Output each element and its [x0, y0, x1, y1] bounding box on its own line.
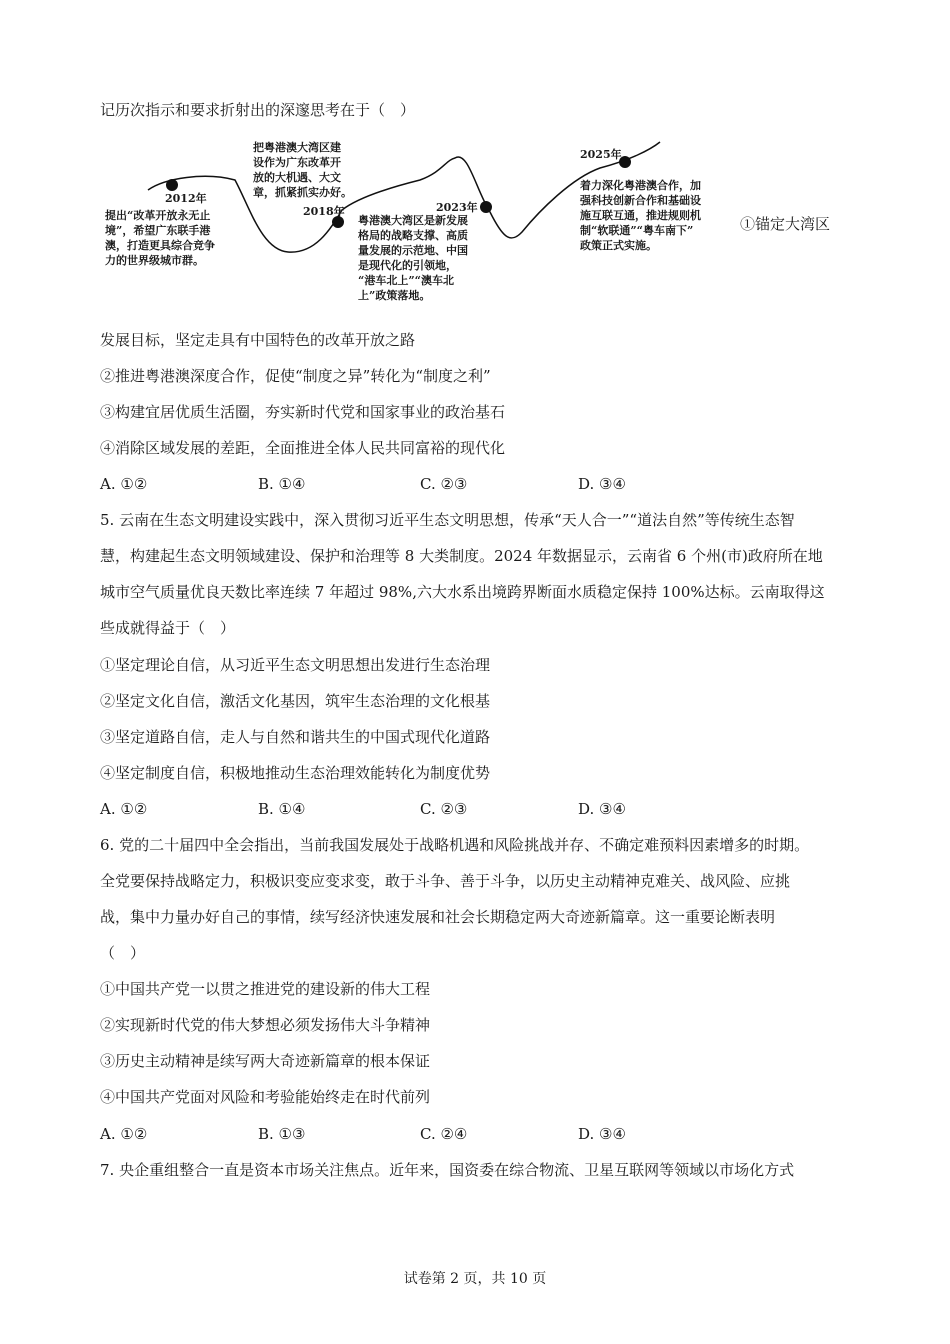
q6-choice-d[interactable]: D. ③④	[578, 1125, 626, 1143]
text-2018-line: 把粤港澳大湾区建	[253, 141, 341, 154]
text-2023	[358, 213, 468, 303]
q5-stem-line: 5. 云南在生态文明建设实践中，深入贯彻习近平生态文明思想，传承“天人合一”“道法自然”等传统生态智	[100, 511, 795, 529]
timeline-curve	[0, 0, 950, 320]
q4-option-3: ③构建宜居优质生活圈，夯实新时代党和国家事业的政治基石	[100, 403, 506, 421]
q6-option-3: ③历史主动精神是续写两大奇迹新篇章的根本保证	[100, 1052, 431, 1070]
q5-stem-line: 些成就得益于（ ）	[100, 619, 236, 637]
q4-option-4: ④消除区域发展的差距，全面推进全体人民共同富裕的现代化	[100, 439, 506, 457]
q6-option-4: ④中国共产党面对风险和考验能始终走在时代前列	[100, 1088, 431, 1106]
text-2025-line: 强科技创新合作和基础设	[580, 194, 701, 207]
q6-stem-line: 全党要保持战略定力，积极识变应变求变，敢于斗争、善于斗争，以历史主动精神克难关、战风险、应挑	[100, 872, 791, 890]
text-2025	[580, 178, 701, 253]
text-2012-line: 澳，打造更具综合竞争	[105, 239, 215, 252]
year-2025: 2025年	[580, 148, 622, 161]
q6-choice-a[interactable]: A. ①②	[100, 1125, 148, 1143]
q6-stem-line: 6. 党的二十届四中全会指出，当前我国发展处于战略机遇和风险挑战并存、不确定难预料因素增多的时期。	[100, 836, 810, 854]
text-2012-line: 提出“改革开放永无止	[105, 209, 211, 222]
page-footer: 试卷第 2 页，共 10 页	[403, 1271, 547, 1287]
year-2012: 2012年	[165, 192, 207, 205]
text-2023-line: “港车北上”“澳车北	[358, 274, 454, 287]
q6-choice-c[interactable]: C. ②④	[420, 1125, 468, 1143]
q4-choice-c[interactable]: C. ②③	[420, 475, 468, 493]
q4-option-1-cont: 发展目标，坚定走具有中国特色的改革开放之路	[100, 331, 416, 349]
q6-option-2: ②实现新时代党的伟大梦想必须发扬伟大斗争精神	[100, 1016, 431, 1034]
q4-choice-d[interactable]: D. ③④	[578, 475, 626, 493]
q4-choice-b[interactable]: B. ①④	[258, 475, 306, 493]
q5-stem-line: 城市空气质量优良天数比率连续 7 年超过 98%,六大水系出境跨界断面水质稳定保持 100%达标。云南取得这	[100, 583, 825, 601]
text-2023-line: 粤港澳大湾区是新发展	[358, 214, 468, 227]
text-2012-line: 力的世界级城市群。	[105, 254, 204, 267]
q6-stem-line: 战，集中力量办好自己的事情，续写经济快速发展和社会长期稳定两大奇迹新篇章。这一重要论断表明	[100, 908, 776, 926]
text-2018-line: 章，抓紧抓实办好。	[253, 186, 352, 199]
year-2018: 2018年	[303, 205, 345, 218]
text-2012	[105, 208, 215, 268]
text-2023-line: 量发展的示范地、中国	[358, 244, 468, 257]
text-2023-line: 上”政策落地。	[358, 289, 431, 302]
q6-stem-line: （ ）	[100, 944, 146, 962]
text-2012-line: 境”，希望广东联手港	[105, 224, 211, 237]
year-2023: 2023年	[436, 201, 478, 214]
q6-option-1: ①中国共产党一以贯之推进党的建设新的伟大工程	[100, 980, 431, 998]
q6-choice-b[interactable]: B. ①③	[258, 1125, 306, 1143]
text-2018-line: 放的大机遇、大文	[253, 171, 341, 184]
text-2018	[253, 140, 352, 200]
q5-option-1: ①坚定理论自信，从习近平生态文明思想出发进行生态治理	[100, 656, 491, 674]
q7-stem-line: 7. 央企重组整合一直是资本市场关注焦点。近年来，国资委在综合物流、卫星互联网等领域以市场化方式	[100, 1161, 795, 1179]
text-2025-line: 制“软联通”“粤车南下”	[580, 224, 694, 237]
q4-option-1-start: ①锚定大湾区	[740, 215, 831, 233]
question-stem-intro: 记历次指示和要求折射出的深邃思考在于（ ）	[100, 101, 416, 119]
q4-option-2: ②推进粤港澳深度合作，促使“制度之异”转化为“制度之利”	[100, 367, 491, 385]
text-2023-line: 是现代化的引领地，	[358, 259, 457, 272]
text-2025-line: 着力深化粤港澳合作，加	[580, 179, 701, 192]
text-2025-line: 政策正式实施。	[580, 239, 657, 252]
q5-option-4: ④坚定制度自信，积极地推动生态治理效能转化为制度优势	[100, 764, 491, 782]
q5-choice-c[interactable]: C. ②③	[420, 800, 468, 818]
q5-option-2: ②坚定文化自信，激活文化基因，筑牢生态治理的文化根基	[100, 692, 491, 710]
q5-choice-a[interactable]: A. ①②	[100, 800, 148, 818]
text-2023-line: 格局的战略支撑、高质	[358, 229, 468, 242]
point-2023	[480, 201, 492, 213]
q5-stem-line: 慧，构建起生态文明领域建设、保护和治理等 8 大类制度。2024 年数据显示，云南省 6 个州(市)政府所在地	[100, 547, 823, 565]
q5-option-3: ③坚定道路自信，走人与自然和谐共生的中国式现代化道路	[100, 728, 491, 746]
q5-choice-d[interactable]: D. ③④	[578, 800, 626, 818]
q4-choice-a[interactable]: A. ①②	[100, 475, 148, 493]
text-2018-line: 设作为广东改革开	[253, 156, 341, 169]
q5-choice-b[interactable]: B. ①④	[258, 800, 306, 818]
text-2025-line: 施互联互通，推进规则机	[580, 209, 701, 222]
